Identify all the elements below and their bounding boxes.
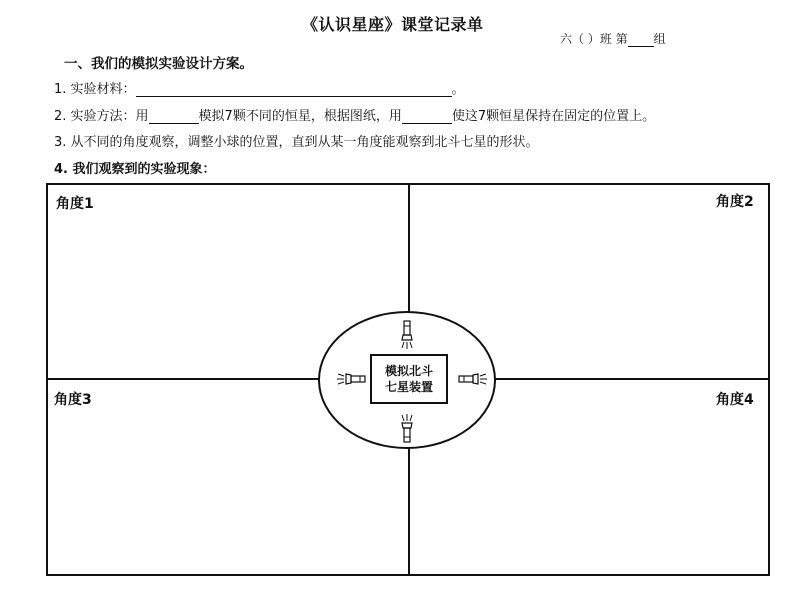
method-line (54, 105, 655, 124)
method-part-3: 使这7颗恒星保持在固定的位置上。 (451, 109, 656, 124)
angle-4-label: 角度4 (716, 392, 754, 408)
device-label-line-1: 模拟北斗 (384, 364, 433, 378)
method-part-1: 2. 实验方法：用 (54, 109, 149, 124)
angle-3-label: 角度3 (54, 392, 92, 408)
materials-line (54, 78, 465, 97)
method-part-2: 模拟7颗不同的恒星，根据图纸，用 (198, 109, 402, 124)
materials-label: 1. 实验材料： (54, 82, 136, 97)
flashlight-top-icon (399, 320, 415, 352)
flashlight-right-icon (458, 371, 490, 387)
big-dipper-model-device (370, 354, 448, 404)
flashlight-left-icon (334, 371, 366, 387)
group-number-blank[interactable] (628, 34, 654, 47)
device-label-line-2: 七星装置 (384, 380, 433, 394)
materials-end: 。 (451, 82, 465, 97)
observe-line: 3. 从不同的角度观察，调整小球的位置，直到从某一角度能观察到北斗七星的形状。 (54, 135, 539, 150)
phenomenon-line: 4. 我们观察到的实验现象： (54, 162, 216, 177)
section-heading: 一、我们的模拟实验设计方案。 (64, 56, 253, 72)
angle-1-label: 角度1 (56, 196, 94, 212)
class-group-info (560, 30, 666, 47)
method-blank-2[interactable] (402, 110, 452, 124)
angle-2-label: 角度2 (716, 194, 754, 210)
class-info-suffix: 组 (653, 32, 666, 46)
page-title: 《认识星座》课堂记录单 (302, 15, 484, 34)
method-blank-1[interactable] (149, 110, 199, 124)
class-info-prefix: 六（ ）班 第 (560, 32, 628, 46)
materials-blank[interactable] (136, 83, 452, 97)
flashlight-bottom-icon (399, 411, 415, 443)
